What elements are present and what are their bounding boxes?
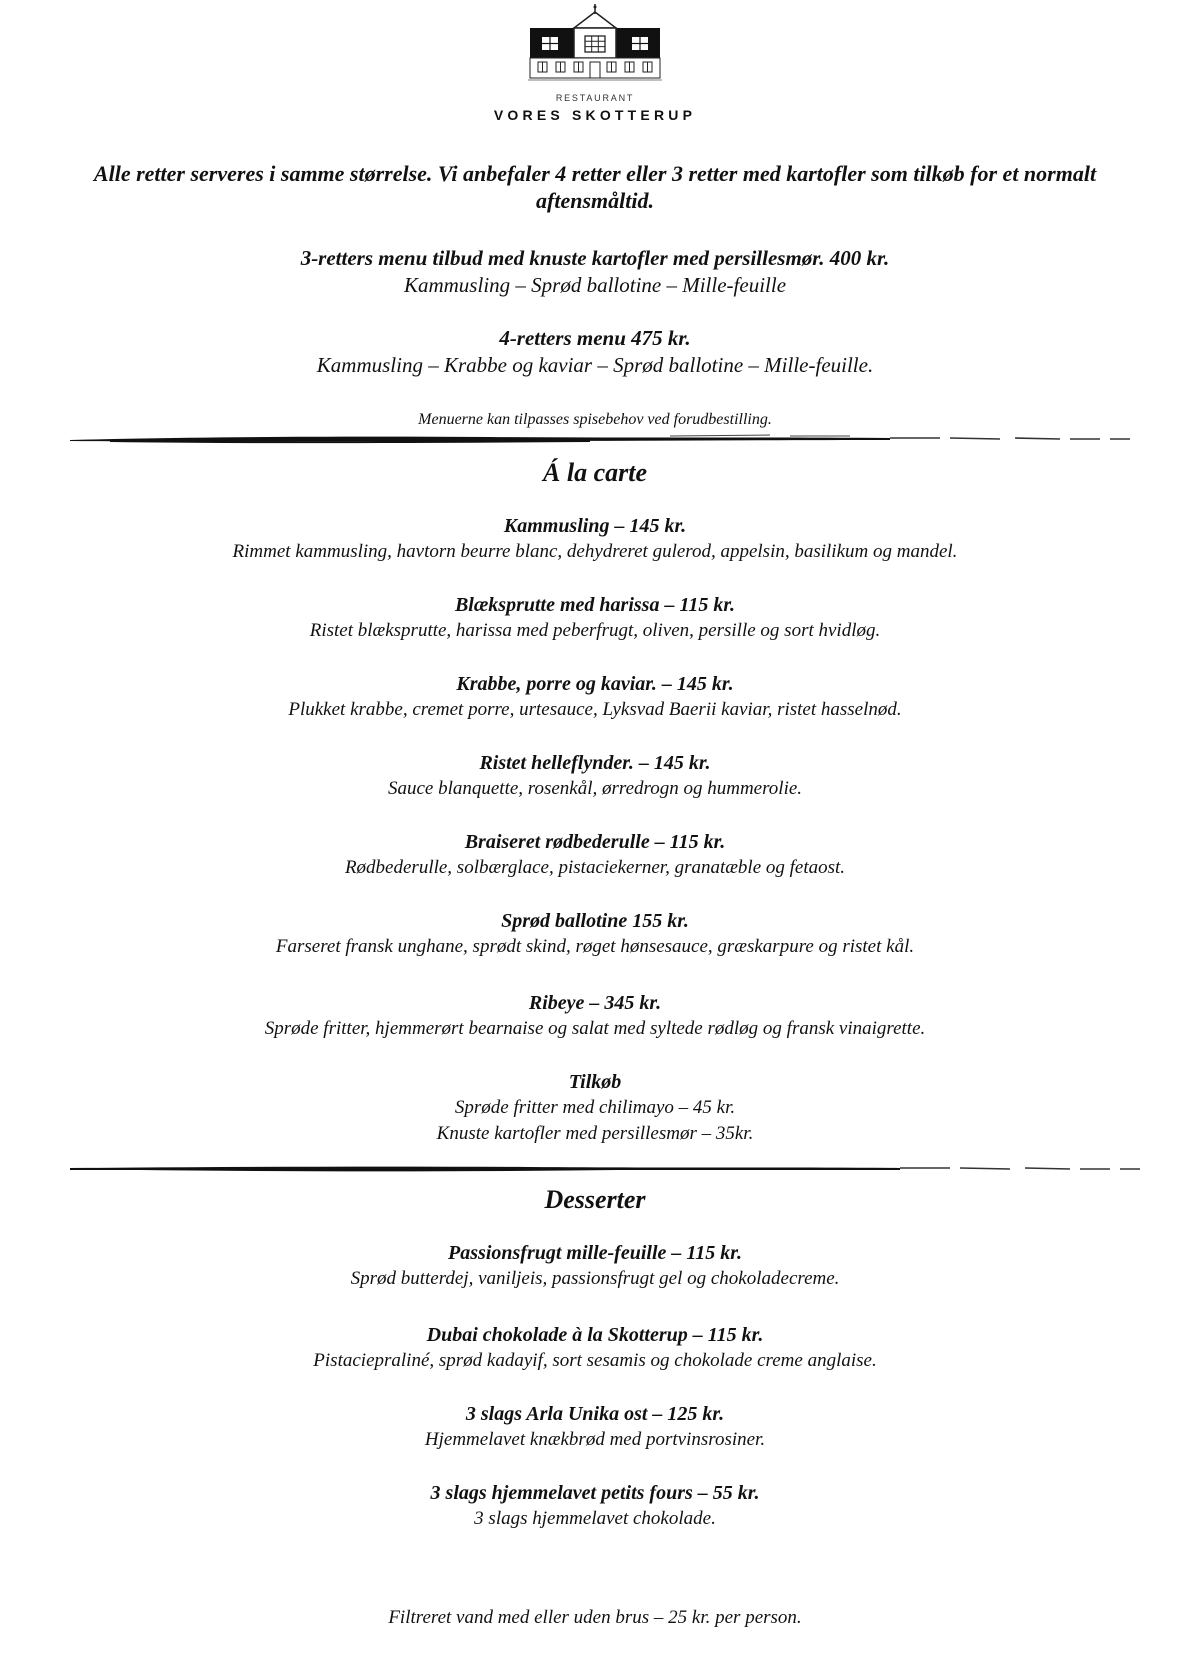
dish-name: Braiseret rødbederulle – 115 kr. <box>464 831 726 853</box>
menu-note: Menuerne kan tilpasses spisebehov ved forudbestilling. <box>418 411 772 428</box>
dessert-description: Pistaciepraliné, sprød kadayif, sort sesamis og chokolade creme anglaise. <box>313 1350 877 1371</box>
dish-name: Sprød ballotine 155 kr. <box>501 910 689 932</box>
dish-name: Kammusling – 145 kr. <box>503 515 687 537</box>
dish-name: Ristet helleflynder. – 145 kr. <box>479 752 711 774</box>
menu-title-4-course: 4-retters menu 475 kr. <box>499 326 691 350</box>
dessert-description: Hjemmelavet knækbrød med portvinsrosiner. <box>424 1429 766 1450</box>
dish-description: Plukket krabbe, cremet porre, urtesauce, Lyksvad Baerii kaviar, ristet hasselnød. <box>288 699 902 720</box>
brush-divider <box>70 1161 1150 1175</box>
section-title-desserts: Desserter <box>544 1185 646 1214</box>
dessert-description: 3 slags hjemmelavet chokolade. <box>474 1508 716 1529</box>
menu-title-3-course: 3-retters menu tilbud med knuste kartofler med persillesmør. 400 kr. <box>300 246 890 270</box>
dish-name: Ribeye – 345 kr. <box>528 992 662 1014</box>
menu-courses-4-course: Kammusling – Krabbe og kaviar – Sprød ballotine – Mille-feuille. <box>316 353 874 377</box>
addon-item: Sprøde fritter med chilimayo – 45 kr. <box>454 1097 736 1118</box>
logo-restaurant-label: RESTAURANT <box>555 93 635 103</box>
water-note: Filtreret vand med eller uden brus – 25 kr. per person. <box>388 1607 802 1628</box>
brush-divider <box>70 432 1150 446</box>
dessert-name: Dubai chokolade à la Skotterup – 115 kr. <box>426 1324 764 1346</box>
dessert-name: 3 slags Arla Unika ost – 125 kr. <box>465 1403 725 1425</box>
logo-restaurant-name: VORES SKOTTERUP <box>493 107 697 123</box>
dish-description: Sauce blanquette, rosenkål, ørredrogn og hummerolie. <box>387 778 803 799</box>
dish-description: Rimmet kammusling, havtorn beurre blanc, dehydreret gulerod, appelsin, basilikum og mandel. <box>232 541 958 562</box>
house-logo-icon <box>528 4 662 92</box>
dessert-description: Sprød butterdej, vaniljeis, passionsfrugt gel og chokoladecreme. <box>350 1268 840 1289</box>
dish-description: Rødbederulle, solbærglace, pistaciekerner, granatæble og fetaost. <box>344 857 846 878</box>
addon-item: Knuste kartofler med persillesmør – 35kr. <box>436 1123 754 1144</box>
dish-description: Farseret fransk unghane, sprødt skind, røget hønsesauce, græskarpure og ristet kål. <box>275 936 915 957</box>
dish-name: Krabbe, porre og kaviar. – 145 kr. <box>456 673 734 695</box>
menu-courses-3-course: Kammusling – Sprød ballotine – Mille-feuille <box>403 273 787 297</box>
dish-name: Blæksprutte med harissa – 115 kr. <box>454 594 736 616</box>
addon-title: Tilkøb <box>568 1071 622 1093</box>
dessert-name: Passionsfrugt mille-feuille – 115 kr. <box>448 1242 742 1264</box>
intro-text: Alle retter serveres i samme størrelse. Vi anbefaler 4 retter eller 3 retter med kartofler som tilkøb for et normalt aftensmåltid. <box>93 161 1097 213</box>
section-title-a-la-carte: Á la carte <box>543 458 647 487</box>
dish-description: Ristet blæksprutte, harissa med peberfrugt, oliven, persille og sort hvidløg. <box>309 620 881 641</box>
dessert-name: 3 slags hjemmelavet petits fours – 55 kr. <box>430 1482 760 1504</box>
dish-description: Sprøde fritter, hjemmerørt bearnaise og salat med syltede rødløg og fransk vinaigrette. <box>264 1018 926 1039</box>
